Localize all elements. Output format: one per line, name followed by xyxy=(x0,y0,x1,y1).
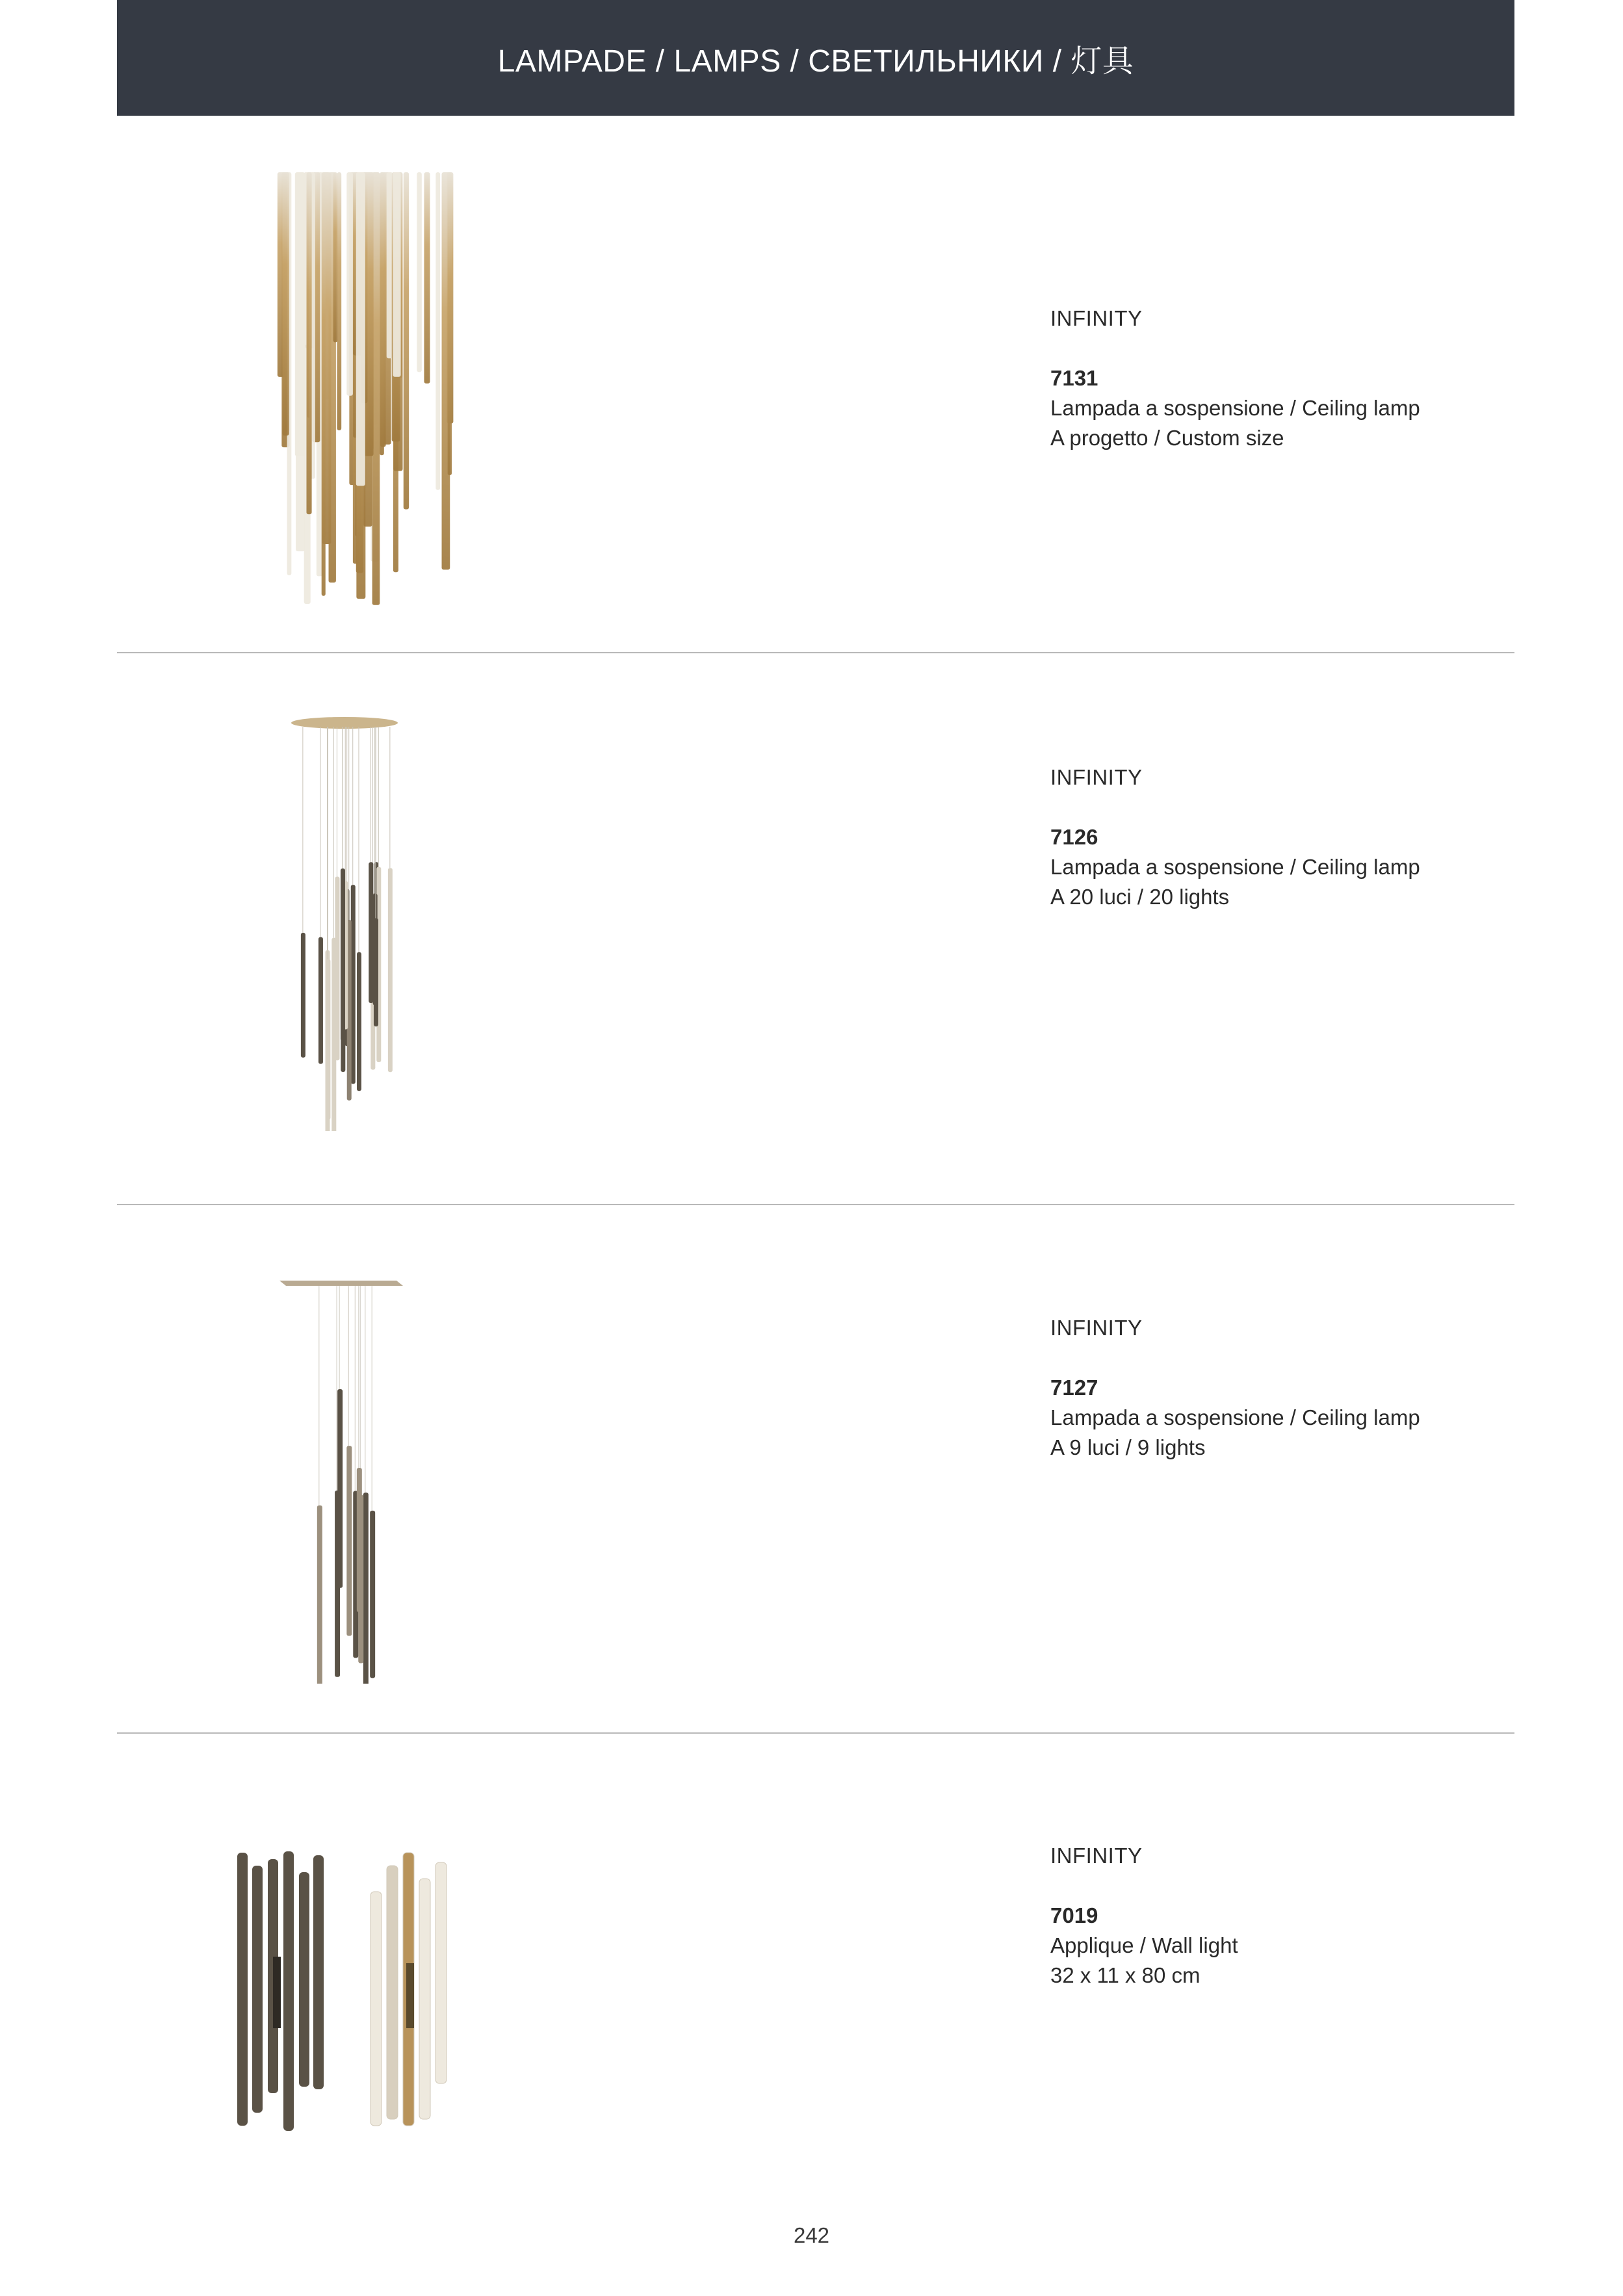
tube-shape xyxy=(346,172,353,396)
tube-shape xyxy=(374,918,378,1026)
product-code: 7127 xyxy=(1050,1376,1098,1400)
product-image-7131 xyxy=(247,163,481,624)
header-title: LAMPADE / LAMPS / СВЕТИЛЬНИКИ / 灯具 xyxy=(497,44,1134,79)
product-detail: A 20 luci / 20 lights xyxy=(1050,885,1230,909)
product-detail: 32 x 11 x 80 cm xyxy=(1050,1963,1201,1987)
tube-shape xyxy=(387,1866,398,2119)
tube-shape xyxy=(370,1892,382,2126)
page-header xyxy=(117,0,1514,116)
product-code: 7126 xyxy=(1050,825,1098,849)
tube-shape xyxy=(252,1866,263,2113)
tube-shape xyxy=(357,952,361,1091)
tube-shape xyxy=(282,172,289,436)
wall-plate-shape xyxy=(406,1963,414,2028)
tube-shape xyxy=(435,172,440,490)
tube-shape xyxy=(419,1879,430,2119)
product-series: INFINITY xyxy=(1050,306,1143,330)
divider xyxy=(117,652,1514,653)
product-info-7131 xyxy=(1050,304,1505,453)
tube-shape xyxy=(370,1511,375,1678)
product-image-7127 xyxy=(273,1255,409,1684)
product-type: Applique / Wall light xyxy=(1050,1933,1238,1957)
product-type: Lampada a sospensione / Ceiling lamp xyxy=(1050,396,1420,420)
tube-shape xyxy=(356,172,365,486)
product-series: INFINITY xyxy=(1050,1316,1143,1340)
product-code: 7131 xyxy=(1050,366,1098,390)
tube-shape xyxy=(448,172,452,475)
tube-shape xyxy=(357,1468,362,1612)
product-code: 7019 xyxy=(1050,1903,1098,1927)
tube-shape xyxy=(318,937,323,1064)
tube-shape xyxy=(237,1853,248,2126)
product-series: INFINITY xyxy=(1050,765,1143,789)
tube-shape xyxy=(380,172,384,455)
pendant-lamp-9-image xyxy=(273,1255,409,1684)
tube-shape xyxy=(404,172,409,509)
product-image-7019 xyxy=(208,1827,481,2165)
tube-shape xyxy=(393,172,400,377)
tube-shape xyxy=(435,1862,447,2083)
tube-shape xyxy=(296,172,305,551)
canopy-shape xyxy=(279,1281,403,1286)
divider xyxy=(117,1204,1514,1205)
tube-shape xyxy=(326,959,330,1119)
tube-shape xyxy=(306,172,311,514)
tube-shape xyxy=(317,1506,322,1684)
product-type: Lampada a sospensione / Ceiling lamp xyxy=(1050,855,1420,879)
tube-shape xyxy=(424,172,430,384)
tube-shape xyxy=(363,1493,369,1684)
divider xyxy=(117,1732,1514,1734)
chandelier-cluster-image xyxy=(247,163,481,624)
pendant-lamp-20-image xyxy=(279,702,409,1131)
tube-shape xyxy=(322,172,326,596)
tube-shape xyxy=(335,1491,340,1677)
product-detail: A 9 luci / 9 lights xyxy=(1050,1435,1206,1459)
wall-plate-shape xyxy=(273,1957,281,2028)
product-series: INFINITY xyxy=(1050,1844,1143,1868)
tube-shape xyxy=(301,933,305,1058)
product-image-7126 xyxy=(279,702,409,1131)
page-number: 242 xyxy=(793,2223,830,2247)
wall-light-pair-image xyxy=(208,1827,481,2165)
tube-shape xyxy=(388,868,393,1072)
tube-shape xyxy=(299,1872,309,2087)
tube-shape xyxy=(335,876,339,1060)
tube-shape xyxy=(341,868,345,1041)
product-info-7019 xyxy=(1050,1841,1505,1990)
tube-shape xyxy=(333,172,338,343)
tube-shape xyxy=(313,1855,324,2089)
tube-shape xyxy=(351,885,356,1084)
product-type: Lampada a sospensione / Ceiling lamp xyxy=(1050,1405,1420,1429)
tube-shape xyxy=(283,1851,294,2131)
tube-shape xyxy=(369,862,373,1003)
product-info-7126 xyxy=(1050,763,1505,912)
tube-shape xyxy=(417,172,421,372)
product-info-7127 xyxy=(1050,1313,1505,1463)
tube-shape xyxy=(337,172,341,430)
product-detail: A progetto / Custom size xyxy=(1050,426,1284,450)
canopy-shape xyxy=(291,717,398,729)
tube-shape xyxy=(346,1446,352,1636)
